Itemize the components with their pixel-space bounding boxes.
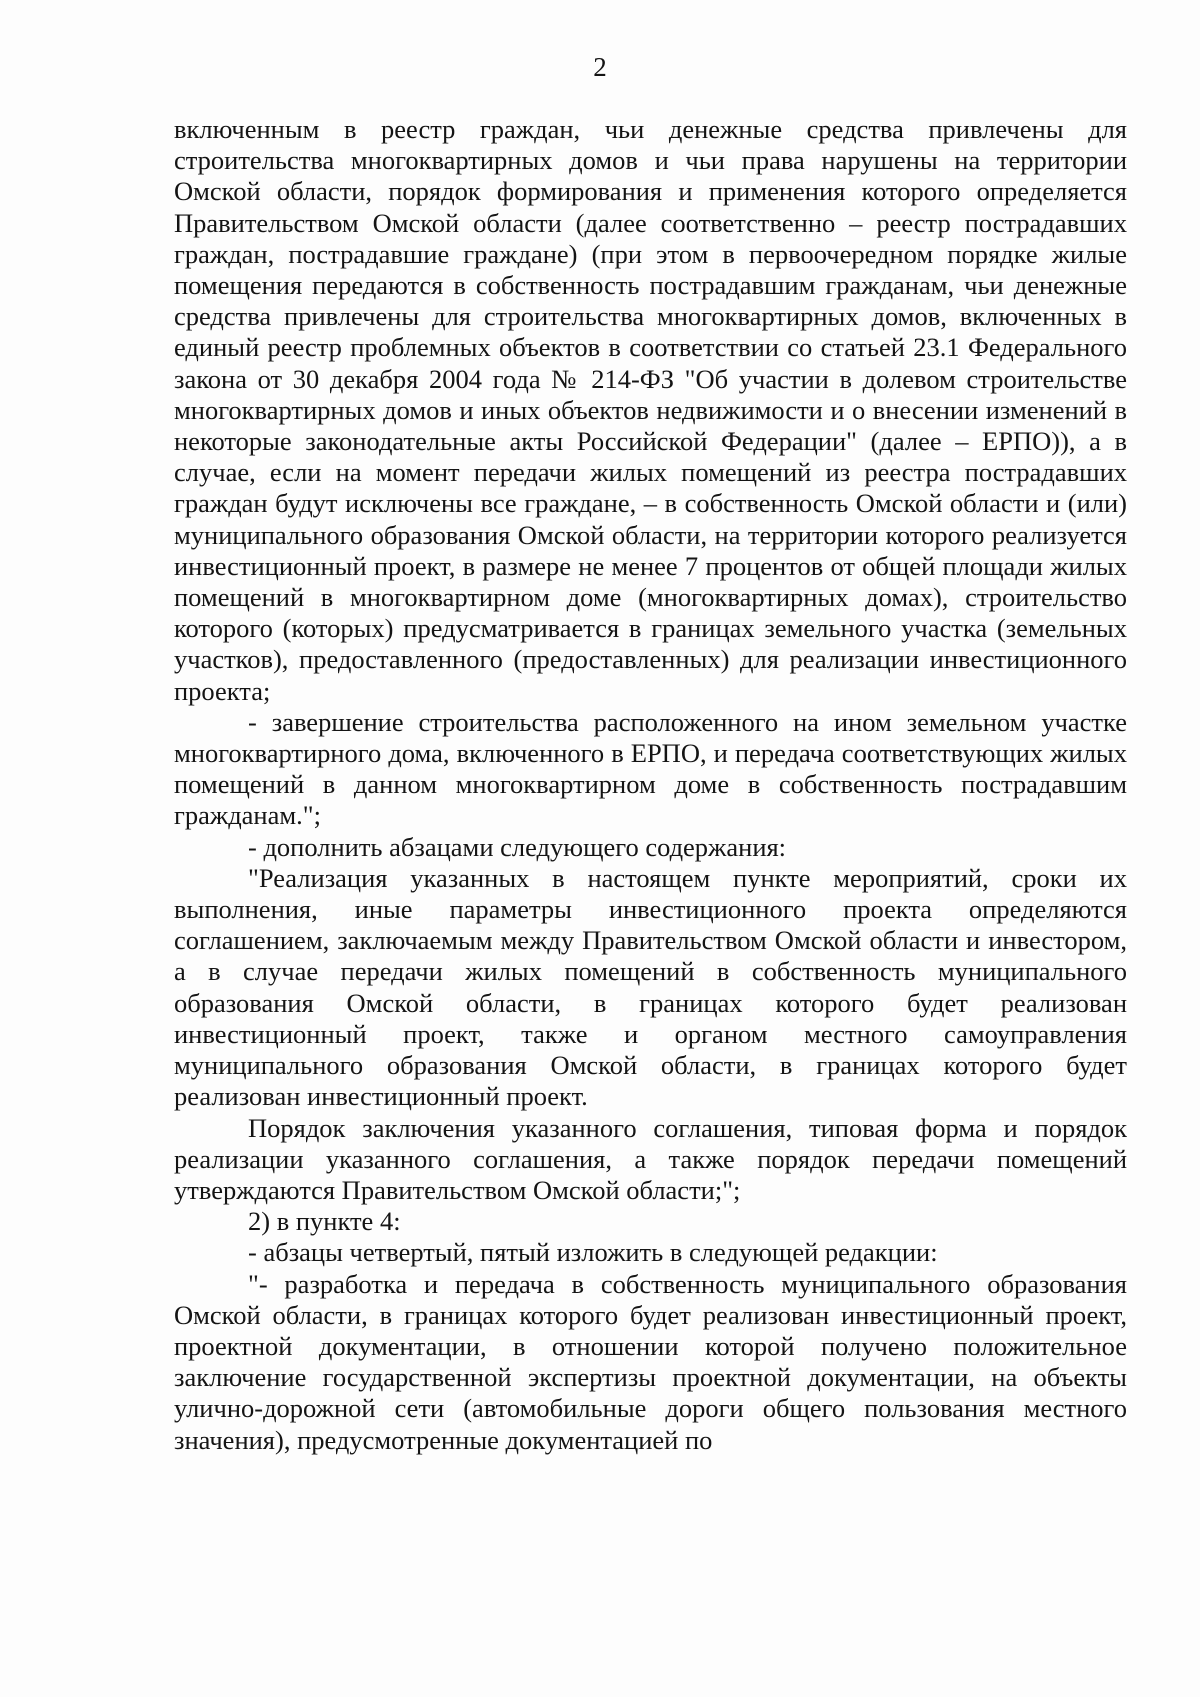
paragraph-agreement-terms: "Реализация указанных в настоящем пункте мероприятий, сроки их выполнения, иные параметры инвестиционного проекта определяются соглашением, заключаемым между Правительством Омской области и инвестором, а в случае передачи жилых помещений в собственность муниципального образования Омской области, в границах которого будет реализован инвестиционный проект, также и органом местного самоуправления муниципального образования Омской области, в границах которого будет реализован инвестиционный проект. bbox=[174, 862, 1127, 1112]
paragraph-clause-4-heading: 2) в пункте 4: bbox=[248, 1206, 401, 1237]
paragraph-clause-4-text: "- разработка и передача в собственность муниципального образования Омской области, в границах которого будет реализован инвестиционный проект, проектной документации, в отношении которой получено положительное заключение государственной экспертизы проектной документации, на объекты улично-дорожной сети (автомобильные дороги общего пользования местного значения), предусмотренные документацией по bbox=[174, 1268, 1127, 1455]
paragraph-continuation: включенным в реестр граждан, чьи денежные средства привлечены для строительства многоквартирных домов и чьи права нарушены на территории Омской области, порядок формирования и применения которого определяется Правительством Омской области (далее соответственно – реестр пострадавших граждан, пострадавшие граждане) (при этом в первоочередном порядке жилые помещения передаются в собственность пострадавшим гражданам, чьи денежные средства привлечены для строительства многоквартирных домов, включенных в единый реестр проблемных объектов в соответствии со статьей 23.1 Федерального закона от 30 декабря 2004 года № 214-ФЗ "Об участии в долевом строительстве многоквартирных домов и иных объектов недвижимости и о внесении изменений в некоторые законодательные акты Российской Федерации" (далее – ЕРПО)), а в случае, если на момент передачи жилых помещений из реестра пострадавших граждан будут исключены все граждане, – в собственность Омской области и (или) муниципального образования Омской области, на территории которого реализуется инвестиционный проект, в размере не менее 7 процентов от общей площади жилых помещений в многоквартирном доме (многоквартирных домах), строительство которого (которых) предусматривается в границах земельного участка (земельных участков), предоставленного (предоставленных) для реализации инвестиционного проекта; bbox=[174, 114, 1127, 706]
document-body bbox=[174, 114, 1127, 1456]
paragraph-agreement-procedure: Порядок заключения указанного соглашения, типовая форма и порядок реализации указанного соглашения, а также порядок передачи помещений утверждаются Правительством Омской области;"; bbox=[174, 1112, 1127, 1205]
paragraph-completion-item: - завершение строительства расположенного на ином земельном участке многоквартирного дома, включенного в ЕРПО, и передача соответствующих жилых помещений в данном многоквартирном доме в собственность пострадавшим гражданам."; bbox=[174, 706, 1127, 831]
paragraph-amendment-intro: - дополнить абзацами следующего содержания: bbox=[248, 831, 787, 862]
page-number: 2 bbox=[593, 52, 607, 82]
paragraph-clause-4-intro: - абзацы четвертый, пятый изложить в следующей редакции: bbox=[248, 1237, 938, 1268]
